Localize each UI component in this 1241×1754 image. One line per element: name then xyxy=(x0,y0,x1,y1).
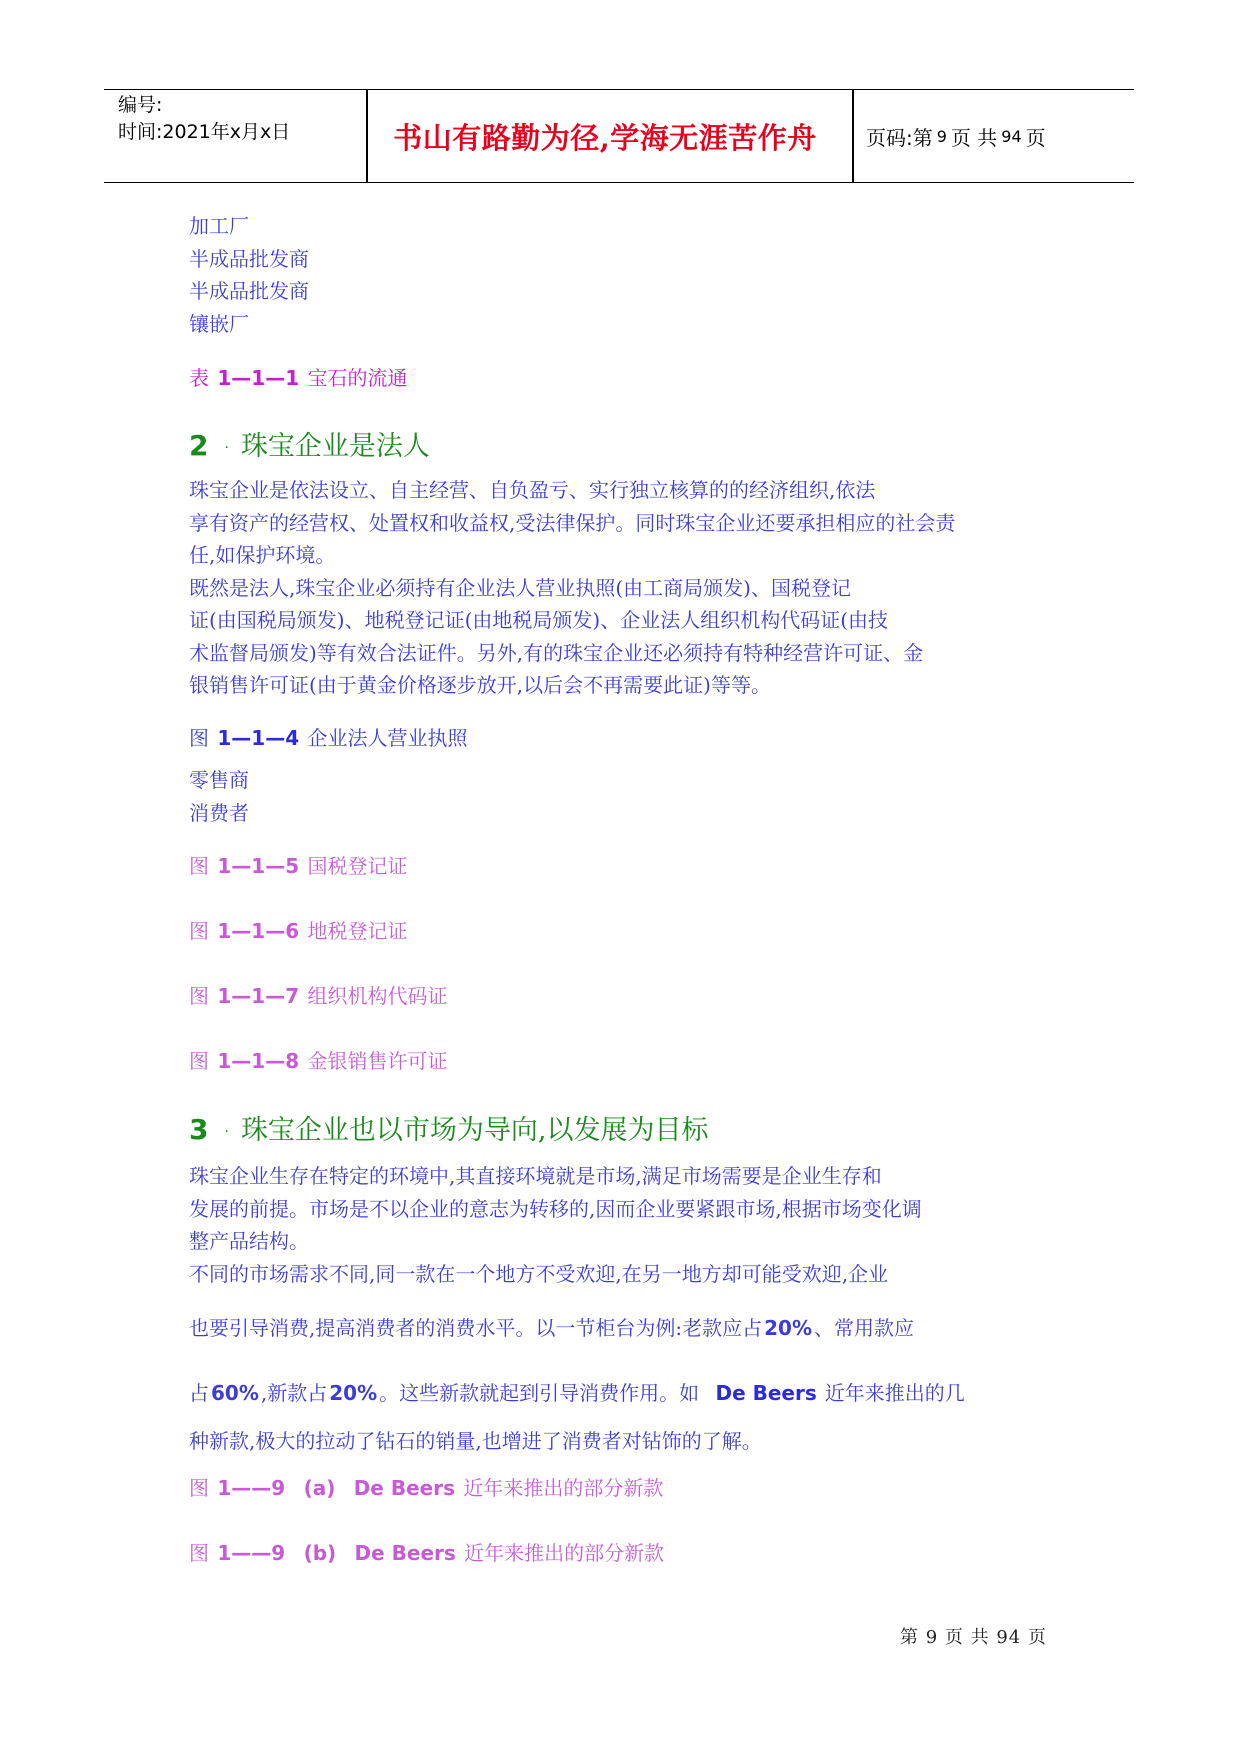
caption-number: 1—1—5 xyxy=(217,854,300,878)
page-total: 94 xyxy=(1001,126,1022,146)
header-motto: 书山有路勤为径,学海无涯苦作舟 xyxy=(393,120,817,155)
body-line: 种新款,极大的拉动了钻石的销量,也增进了消费者对钻饰的了解。 xyxy=(189,1429,762,1453)
caption-prefix: 图 xyxy=(189,1476,209,1500)
body-line: 任,如保护环境。 xyxy=(189,543,336,567)
body-line: 珠宝企业生存在特定的环境中,其直接环境就是市场,满足市场需要是企业生存和 xyxy=(189,1164,882,1188)
caption-text: 组织机构代码证 xyxy=(307,984,448,1008)
body-line: 银销售许可证(由于黄金价格逐步放开,以后会不再需要此证)等等。 xyxy=(189,673,771,697)
table-caption xyxy=(189,362,407,391)
body-line: 珠宝企业是依法设立、自主经营、自负盈亏、实行独立核算的的经济组织,依法 xyxy=(189,478,876,502)
figure-caption xyxy=(189,722,467,751)
caption-prefix: 图 xyxy=(189,919,209,943)
caption-text: 企业法人营业执照 xyxy=(307,726,468,750)
page-header xyxy=(104,89,1134,183)
section-heading xyxy=(189,424,430,463)
caption-prefix: 图 xyxy=(189,726,209,750)
body-line: 证(由国税局颁发)、地税登记证(由地税局颁发)、企业法人组织机构代码证(由技 xyxy=(189,608,889,632)
section-number: 2 xyxy=(189,429,209,462)
caption-text: 国税登记证 xyxy=(307,854,408,878)
caption-number: 1—1—7 xyxy=(217,984,300,1008)
list-item: 消费者 xyxy=(189,800,249,825)
section2-body xyxy=(189,474,955,702)
section-heading xyxy=(189,1108,709,1147)
page-footer: 第 9 页 共 94 页 xyxy=(900,1627,1047,1648)
percent-value: 60% xyxy=(211,1381,259,1405)
section-number: 3 xyxy=(189,1113,209,1146)
caption-number: 1——9 xyxy=(217,1541,286,1565)
page-suffix: 页 xyxy=(1025,125,1046,150)
header-meta xyxy=(118,92,290,146)
caption-prefix: 图 xyxy=(189,984,209,1008)
page-mid: 页 共 xyxy=(950,125,998,150)
body-line xyxy=(189,1312,914,1341)
list-item: 零售商 xyxy=(189,768,249,792)
body-text: 占 xyxy=(189,1381,209,1405)
caption-text: 近年来推出的部分新款 xyxy=(464,1541,665,1565)
body-text: ,新款占 xyxy=(260,1381,328,1405)
caption-text: 近年来推出的部分新款 xyxy=(463,1476,664,1500)
page-prefix: 页码:第 xyxy=(866,125,933,150)
caption-number: 1—1—6 xyxy=(217,919,300,943)
caption-text: 地税登记证 xyxy=(307,919,408,943)
figure-caption xyxy=(189,1045,447,1074)
body-text: 。这些新款就起到引导消费作用。如 xyxy=(379,1381,700,1405)
body-text: 也要引导消费,提高消费者的消费水平。以一节柜台为例:老款应占 xyxy=(189,1316,763,1340)
body-text: 近年来推出的几 xyxy=(824,1381,965,1405)
retail-list xyxy=(189,764,249,829)
body-line: 整产品结构。 xyxy=(189,1229,309,1253)
header-divider-right xyxy=(852,90,854,182)
caption-number: 1—1—1 xyxy=(217,366,300,390)
header-page-info xyxy=(866,90,1046,182)
figure-caption xyxy=(189,1537,664,1566)
caption-text: 金银销售许可证 xyxy=(307,1049,448,1073)
code-label: 编号: xyxy=(118,94,163,116)
figure-caption xyxy=(189,915,407,944)
brand-name: De Beers xyxy=(715,1381,817,1405)
body-text: 、常用款应 xyxy=(813,1316,914,1340)
flow-list xyxy=(189,210,309,340)
section-dot: · xyxy=(224,1123,229,1140)
section-title: 珠宝企业也以市场为导向,以发展为目标 xyxy=(240,1115,709,1146)
brand-name: De Beers xyxy=(354,1541,456,1565)
brand-name: De Beers xyxy=(353,1476,455,1500)
figure-caption xyxy=(189,850,407,879)
list-item: 半成品批发商 xyxy=(189,279,309,303)
body-line: 既然是法人,珠宝企业必须持有企业法人营业执照(由工商局颁发)、国税登记 xyxy=(189,575,851,600)
caption-number: 1—1—8 xyxy=(217,1049,300,1073)
section-title: 珠宝企业是法人 xyxy=(240,431,430,462)
figure-caption xyxy=(189,1472,663,1501)
caption-number: 1—1—4 xyxy=(217,726,300,750)
percent-value: 20% xyxy=(329,1381,378,1405)
caption-prefix: 图 xyxy=(189,854,209,878)
list-item: 加工厂 xyxy=(189,214,249,238)
body-line: 发展的前提。市场是不以企业的意志为转移的,因而企业要紧跟市场,根据市场变化调 xyxy=(189,1196,922,1221)
caption-sub: (b) xyxy=(303,1541,337,1565)
caption-prefix: 图 xyxy=(189,1049,209,1073)
caption-number: 1——9 xyxy=(217,1476,286,1500)
figure-caption xyxy=(189,980,447,1009)
body-line: 享有资产的经营权、处置权和收益权,受法律保护。同时珠宝企业还要承担相应的社会责 xyxy=(189,510,956,535)
list-item: 镶嵌厂 xyxy=(189,311,249,336)
caption-prefix: 图 xyxy=(189,1541,209,1565)
time-label: 时间:2021年x月x日 xyxy=(118,121,291,143)
body-line: 不同的市场需求不同,同一款在一个地方不受欢迎,在另一地方却可能受欢迎,企业 xyxy=(189,1261,889,1286)
percent-value: 20% xyxy=(764,1316,812,1340)
caption-text: 宝石的流通 xyxy=(307,366,408,390)
section-dot: · xyxy=(224,439,229,456)
caption-prefix: 表 xyxy=(189,366,209,390)
body-line xyxy=(189,1377,965,1406)
body-line: 术监督局颁发)等有效合法证件。另外,有的珠宝企业还必须持有特种经营许可证、金 xyxy=(189,640,924,665)
section3-body xyxy=(189,1160,922,1290)
page-number: 9 xyxy=(936,126,947,146)
caption-sub: (a) xyxy=(303,1476,336,1500)
list-item: 半成品批发商 xyxy=(189,246,309,271)
